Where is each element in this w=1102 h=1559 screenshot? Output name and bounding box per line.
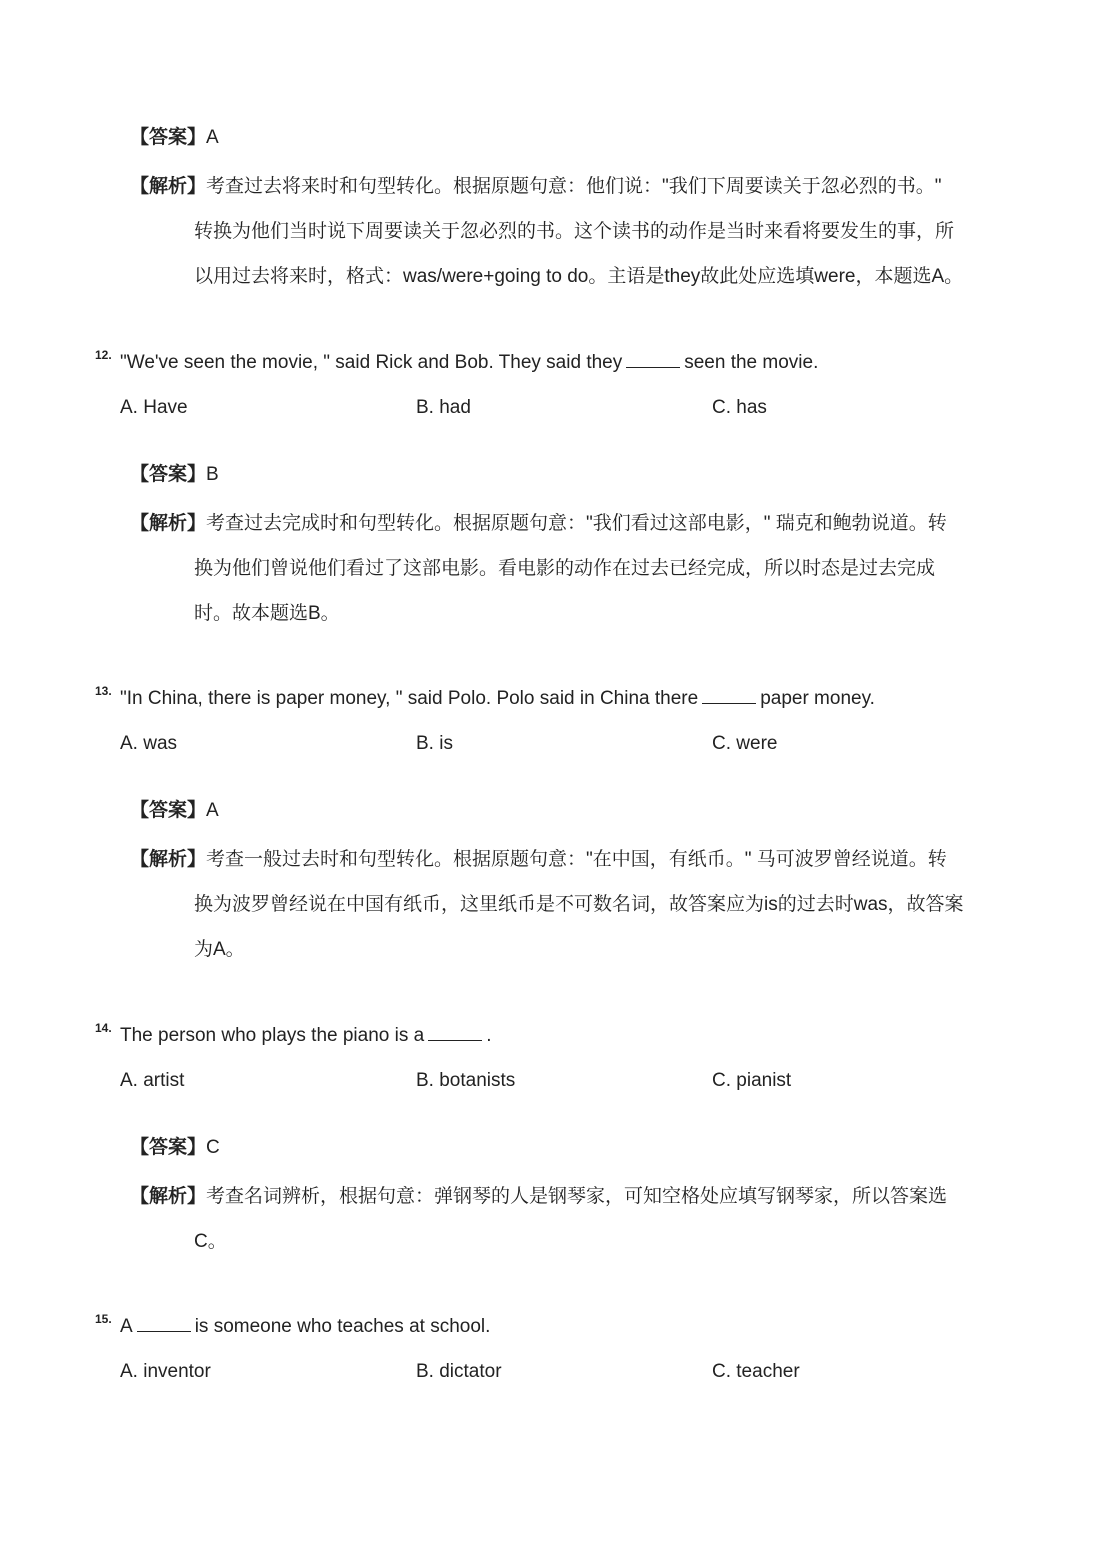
- answer-label: 【答案】: [130, 464, 207, 485]
- question-number: 12.: [95, 348, 112, 362]
- analysis-label: 【解析】: [130, 1186, 207, 1207]
- analysis-block: [130, 164, 1000, 299]
- question-number: 13.: [95, 684, 112, 698]
- question-stem: A: [120, 1316, 133, 1337]
- option-b[interactable]: B. dictator: [416, 1361, 502, 1382]
- answer-blank[interactable]: [702, 689, 756, 704]
- option-c[interactable]: C. were: [712, 733, 778, 754]
- analysis-line: 换为他们曾说他们看过了这部电影。看电影的动作在过去已经完成，所以时态是过去完成: [194, 558, 936, 579]
- option-b[interactable]: B. had: [416, 397, 471, 418]
- answer-value: A: [206, 127, 219, 148]
- question-stem: "We've seen the movie, " said Rick and Bob. They said they: [120, 352, 623, 373]
- question-text: [120, 352, 818, 374]
- question-text: [120, 688, 875, 710]
- answer-value: C: [206, 1137, 220, 1158]
- answer-blank[interactable]: [137, 1317, 191, 1332]
- option-c[interactable]: C. teacher: [712, 1361, 800, 1382]
- answer-label: 【答案】: [130, 1137, 207, 1158]
- question-stem-end: paper money.: [760, 688, 875, 709]
- answer-row: [130, 459, 219, 486]
- analysis-line: C。: [194, 1231, 227, 1252]
- analysis-label: 【解析】: [130, 849, 207, 870]
- analysis-line: 时。故本题选B。: [194, 603, 340, 624]
- question-number: 14.: [95, 1021, 112, 1035]
- answer-blank[interactable]: [428, 1026, 482, 1041]
- answer-label: 【答案】: [130, 800, 207, 821]
- analysis-line: 考查一般过去时和句型转化。根据原题句意："在中国，有纸币。" 马可波罗曾经说道。转: [206, 849, 947, 870]
- analysis-label: 【解析】: [130, 513, 207, 534]
- answer-row: [130, 795, 219, 822]
- analysis-line: 转换为他们当时说下周要读关于忽必烈的书。这个读书的动作是当时来看将要发生的事，所: [194, 221, 955, 242]
- question-stem-end: .: [486, 1025, 492, 1046]
- question-text: [120, 1025, 491, 1047]
- analysis-label: 【解析】: [130, 176, 207, 197]
- answer-row: [130, 122, 219, 149]
- option-a[interactable]: A. was: [120, 733, 178, 754]
- analysis-line: 换为波罗曾经说在中国有纸币，这里纸币是不可数名词，故答案应为is的过去时was，故答案: [194, 894, 964, 915]
- option-c[interactable]: C. has: [712, 397, 767, 418]
- question-stem: The person who plays the piano is a: [120, 1025, 425, 1046]
- option-c[interactable]: C. pianist: [712, 1070, 792, 1091]
- answer-row: [130, 1132, 220, 1159]
- option-a[interactable]: A. inventor: [120, 1361, 211, 1382]
- analysis-block: [130, 1174, 1000, 1264]
- answer-blank[interactable]: [626, 353, 680, 368]
- question-stem: "In China, there is paper money, " said Polo. Polo said in China there: [120, 688, 699, 709]
- question-number: 15.: [95, 1312, 112, 1326]
- analysis-line: 考查名词辨析，根据句意：弹钢琴的人是钢琴家，可知空格处应填写钢琴家，所以答案选: [206, 1186, 948, 1207]
- analysis-block: [130, 501, 1000, 636]
- analysis-line: 以用过去将来时，格式：was/were+going to do。主语是they故此处应选填were，本题选A。: [194, 266, 964, 287]
- analysis-line: 考查过去完成时和句型转化。根据原题句意："我们看过这部电影，" 瑞克和鲍勃说道。转: [206, 513, 947, 534]
- analysis-block: [130, 837, 1000, 972]
- answer-label: 【答案】: [130, 127, 207, 148]
- option-b[interactable]: B. botanists: [416, 1070, 516, 1091]
- option-a[interactable]: A. artist: [120, 1070, 185, 1091]
- option-b[interactable]: B. is: [416, 733, 453, 754]
- question-stem-end: seen the movie.: [684, 352, 819, 373]
- analysis-line: 考查过去将来时和句型转化。根据原题句意：他们说："我们下周要读关于忽必烈的书。": [206, 176, 942, 197]
- question-stem-end: is someone who teaches at school.: [194, 1316, 491, 1337]
- question-text: [120, 1316, 490, 1338]
- answer-value: A: [206, 800, 219, 821]
- option-a[interactable]: A. Have: [120, 397, 188, 418]
- analysis-line: 为A。: [194, 939, 245, 960]
- answer-value: B: [206, 464, 219, 485]
